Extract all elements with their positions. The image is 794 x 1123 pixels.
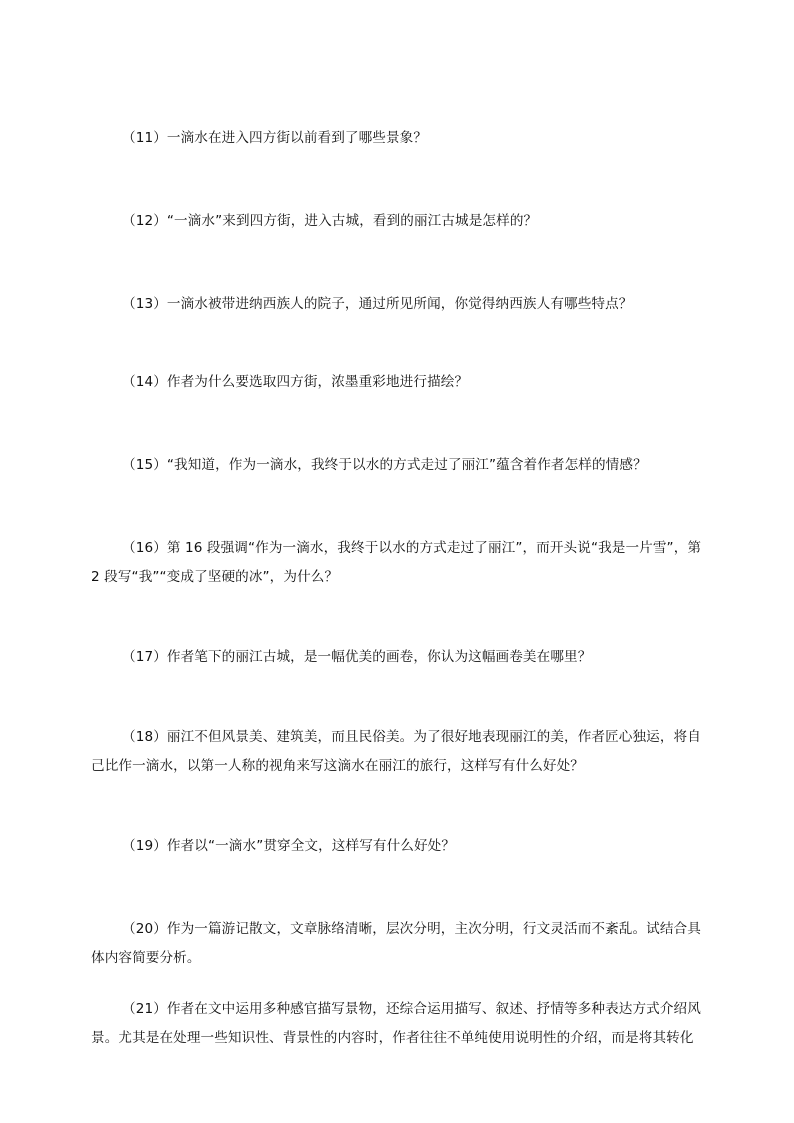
question-11 — [91, 124, 709, 153]
question-text: “我知道，作为一滴水，我终于以水的方式走过了丽江”蕴含着作者怎样的情感？ — [166, 457, 647, 473]
question-number: （12） — [122, 213, 167, 229]
question-17 — [91, 643, 709, 672]
question-text: 一滴水在进入四方街以前看到了哪些景象？ — [166, 130, 428, 146]
question-text: “一滴水”来到四方街，进入古城，看到的丽江古城是怎样的？ — [166, 213, 538, 229]
question-16 — [91, 534, 709, 592]
question-number: （18） — [122, 729, 167, 745]
question-14 — [91, 368, 709, 397]
question-text: 第 16 段强调“作为一滴水，我终于以水的方式走过了丽江”，而开头说“我是一片雪”，第 2 段写“我”“变成了坚硬的冰”，为什么？ — [91, 540, 702, 585]
question-text: 作者以“一滴水”贯穿全文，这样写有什么好处？ — [166, 838, 456, 854]
question-19 — [91, 832, 709, 861]
question-text: 作者笔下的丽江古城，是一幅优美的画卷，你认为这幅画卷美在哪里？ — [166, 649, 592, 665]
question-text: 作者在文中运用多种感官描写景物，还综合运用描写、叙述、抒情等多种表达方式介绍风景。尤其是在处理一些知识性、背景性的内容时，作者往往不单纯使用说明性的介绍，而是将其转化 — [91, 1001, 701, 1046]
question-21 — [91, 995, 709, 1053]
question-number: （21） — [122, 1001, 167, 1017]
question-text: 一滴水被带进纳西族人的院子，通过所见所闻，你觉得纳西族人有哪些特点？ — [166, 296, 633, 312]
question-13 — [91, 290, 709, 319]
question-number: （15） — [122, 457, 167, 473]
question-12 — [91, 207, 709, 236]
question-number: （16） — [122, 540, 167, 556]
question-number: （19） — [122, 838, 167, 854]
question-number: （11） — [122, 130, 167, 146]
question-text: 丽江不但风景美、建筑美，而且民俗美。为了很好地表现丽江的美，作者匠心独运，将自己比作一滴水，以第一人称的视角来写这滴水在丽江的旅行，这样写有什么好处？ — [91, 729, 701, 774]
question-18 — [91, 723, 709, 781]
question-text: 作为一篇游记散文，文章脉络清晰，层次分明，主次分明，行文灵活而不紊乱。试结合具体内容简要分析。 — [91, 921, 701, 966]
question-number: （13） — [122, 296, 167, 312]
question-15 — [91, 451, 709, 480]
question-20 — [91, 915, 709, 973]
question-number: （17） — [122, 649, 167, 665]
question-text: 作者为什么要选取四方街，浓墨重彩地进行描绘？ — [166, 374, 469, 390]
question-number: （20） — [122, 921, 167, 937]
question-number: （14） — [122, 374, 167, 390]
